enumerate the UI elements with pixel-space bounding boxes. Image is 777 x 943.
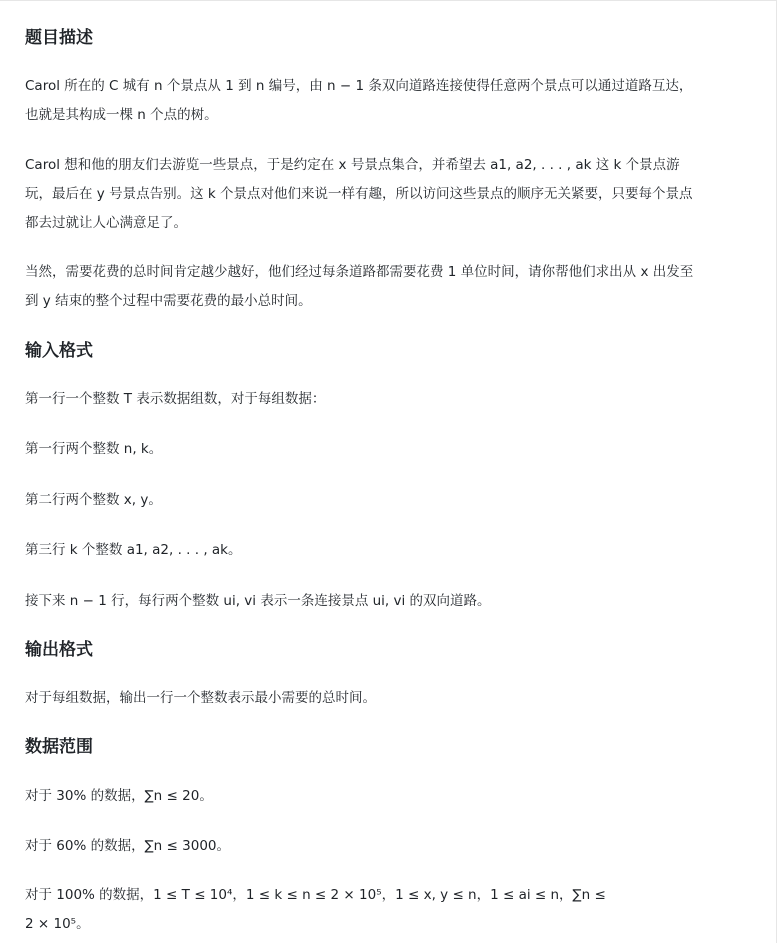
paragraph-intro-line1: Carol 所在的 C 城有 n 个景点从 1 到 n 编号，由 n − 1 条双向道路连接使得任意两个景点可以通过道路互达， <box>25 78 693 94</box>
paragraph-goal-line1: 当然，需要花费的总时间肯定越少越好，他们经过每条道路都需要花费 1 单位时间，请你帮他们求出从 x 出发至 <box>25 264 694 280</box>
paragraph-intro <box>25 72 753 130</box>
section-title-output: 输出格式 <box>25 640 93 660</box>
input-line-4: 第三行 k 个整数 a1, a2, . . . , ak。 <box>25 542 242 558</box>
paragraph-plan-line3: 都去过就让人心满意足了。 <box>25 215 187 231</box>
paragraph-goal-line2: 到 y 结束的整个过程中需要花费的最小总时间。 <box>25 293 312 309</box>
range-line-3 <box>25 881 753 939</box>
input-line-5: 接下来 n − 1 行，每行两个整数 ui, vi 表示一条连接景点 ui, vi 的双向道路。 <box>25 593 491 609</box>
input-line-3: 第二行两个整数 x, y。 <box>25 492 162 508</box>
paragraph-plan-line1: Carol 想和他的朋友们去游览一些景点，于是约定在 x 号景点集合，并希望去 a1, a2, . . . , ak 这 k 个景点游 <box>25 157 680 173</box>
range-line-3-a: 对于 100% 的数据，1 ≤ T ≤ 10⁴，1 ≤ k ≤ n ≤ 2 × 10⁵，1 ≤ x, y ≤ n，1 ≤ ai ≤ n，∑n ≤ <box>25 887 606 903</box>
section-title-input: 输入格式 <box>25 341 93 361</box>
range-line-1: 对于 30% 的数据，∑n ≤ 20。 <box>25 788 213 804</box>
section-title-description: 题目描述 <box>25 28 93 48</box>
paragraph-intro-line2: 也就是其构成一棵 n 个点的树。 <box>25 107 218 123</box>
range-line-2: 对于 60% 的数据，∑n ≤ 3000。 <box>25 838 230 854</box>
input-line-1: 第一行一个整数 T 表示数据组数，对于每组数据： <box>25 391 326 407</box>
output-line-1: 对于每组数据，输出一行一个整数表示最小需要的总时间。 <box>25 690 376 706</box>
input-line-2: 第一行两个整数 n, k。 <box>25 441 163 457</box>
range-line-3-b: 2 × 10⁵。 <box>25 916 90 932</box>
paragraph-plan <box>25 151 753 238</box>
paragraph-plan-line2: 玩，最后在 y 号景点告别。这 k 个景点对他们来说一样有趣，所以访问这些景点的顺序无关紧要，只要每个景点 <box>25 186 693 202</box>
paragraph-goal <box>25 258 753 316</box>
section-title-range: 数据范围 <box>25 737 93 757</box>
